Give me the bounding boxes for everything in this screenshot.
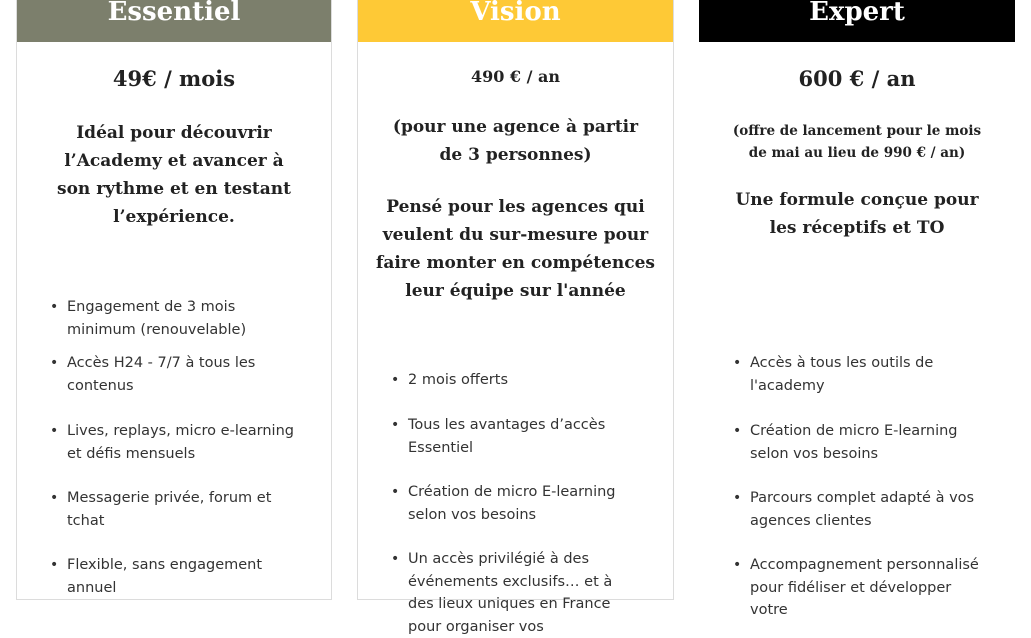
plan-card-essentiel xyxy=(16,0,332,600)
list-item: • Création de micro E-learning selon vos besoins xyxy=(733,423,958,462)
list-item: • Accompagnement personnalisé pour fidéliser et développer votre xyxy=(733,557,979,618)
plan-header xyxy=(358,0,673,42)
plan-card-expert xyxy=(699,0,1015,618)
plan-description: Pensé pour les agences qui veulent du sur-mesure pour faire monter en compétences leur équipe sur l'année xyxy=(376,197,655,301)
plan-description: Idéal pour découvrir l’Academy et avancer à son rythme et en testant l’expérience. xyxy=(57,123,291,227)
list-item: • Engagement de 3 mois minimum (renouvelable) xyxy=(50,299,247,338)
list-item: • Lives, replays, micro e-learning et défis mensuels xyxy=(50,423,294,462)
plan-price: 490 € / an xyxy=(470,67,561,86)
list-item: • Création de micro E-learning selon vos besoins xyxy=(391,484,616,523)
plan-price: 600 € / an xyxy=(798,66,916,91)
plan-price: 49€ / mois xyxy=(112,66,236,91)
plan-name: Essentiel xyxy=(107,0,241,27)
list-item: • 2 mois offerts xyxy=(391,372,509,388)
list-item: • Accès H24 - 7/7 à tous les contenus xyxy=(50,355,256,394)
plan-note: (pour une agence à partir de 3 personnes) xyxy=(392,117,639,165)
plan-name: Expert xyxy=(809,0,905,27)
list-item: • Parcours complet adapté à vos agences clientes xyxy=(733,490,975,529)
plan-note: (offre de lancement pour le mois de mai au lieu de 990 € / an) xyxy=(732,123,982,161)
list-item: • Flexible, sans engagement annuel xyxy=(50,557,263,596)
plan-header xyxy=(17,0,331,42)
plan-description: Une formule conçue pour les réceptifs et TO xyxy=(735,190,979,238)
list-item: • Tous les avantages d’accès Essentiel xyxy=(391,417,606,456)
list-item: • Accès à tous les outils de l'academy xyxy=(733,355,934,394)
plan-name: Vision xyxy=(470,0,561,27)
plan-card-vision xyxy=(357,0,674,635)
list-item: • Un accès privilégié à des événements exclusifs… et à des lieux uniques en France pour organiser vos xyxy=(391,551,613,635)
plan-header xyxy=(699,0,1015,42)
list-item: • Messagerie privée, forum et tchat xyxy=(50,490,272,529)
